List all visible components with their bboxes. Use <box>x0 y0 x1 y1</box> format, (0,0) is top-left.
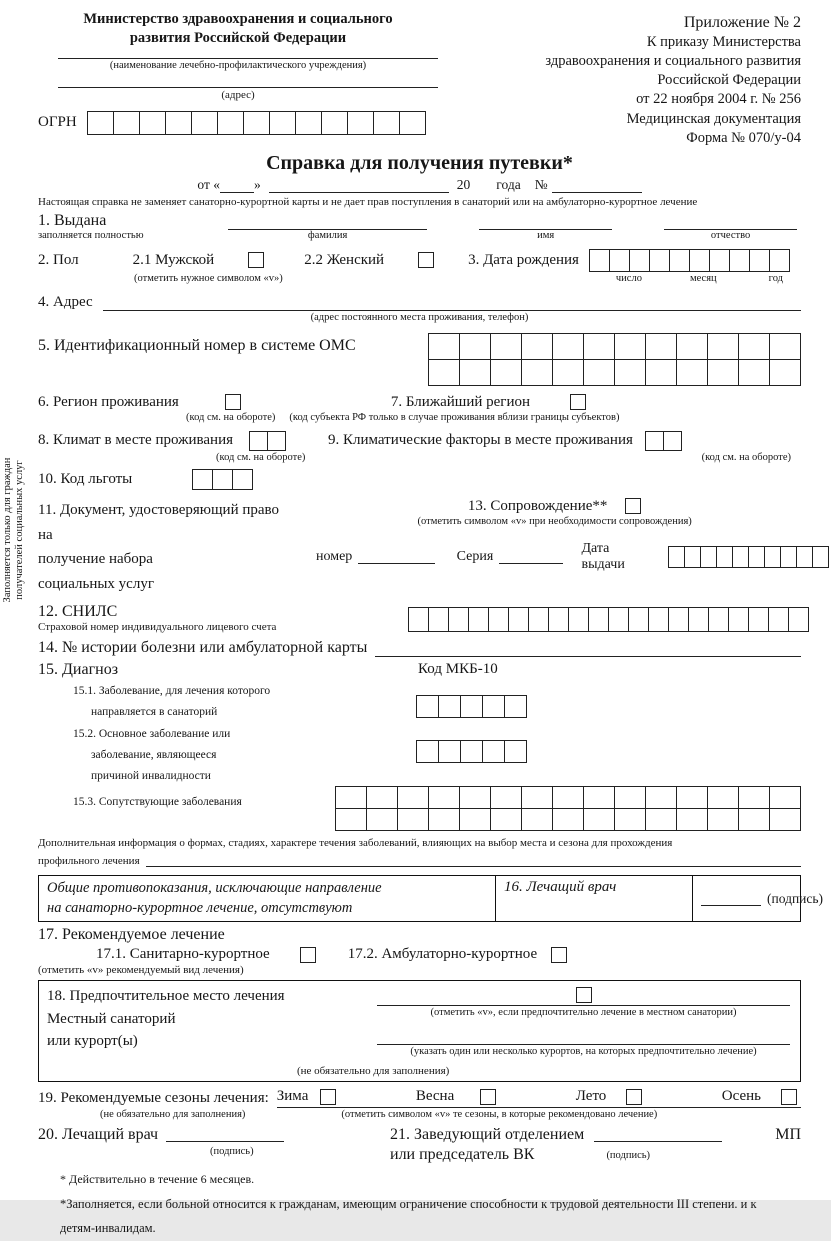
mkb-header: Код МКБ-10 <box>418 661 498 678</box>
s19-note2: (отметить символом «v» те сезоны, в которые рекомендовано лечение) <box>341 1109 658 1121</box>
s20-label: 20. Лечащий врач <box>38 1126 159 1144</box>
birthdate-input-grid[interactable] <box>589 249 790 272</box>
date-close: » <box>254 176 261 192</box>
footnote-2: *Заполняется, если больной относится к гражданам, имеющим ограничение способности к трудовой деятельности III степени. и к детям-инвалидам. <box>60 1197 757 1236</box>
climate-input-grid[interactable] <box>249 431 286 451</box>
s5-label: 5. Идентификационный номер в системе ОМС <box>38 336 356 354</box>
s19-note1: (не обязательно для заполнения) <box>100 1109 246 1121</box>
appendix-line: Приложение № 2 <box>683 14 801 31</box>
mkb-code-2-grid[interactable] <box>416 740 527 763</box>
doc-issue-date-grid[interactable] <box>668 546 829 568</box>
doc-series-field[interactable] <box>499 550 563 564</box>
s2-male-label: 2.1 Мужской <box>132 251 215 268</box>
s6-note: (код см. на обороте) <box>186 411 276 423</box>
s21-line2: или председатель ВК <box>390 1146 535 1164</box>
appendix-line: от 22 ноября 2004 г. № 256 <box>636 91 801 108</box>
appendix-line: Медицинская документация <box>626 110 801 127</box>
header-right <box>438 10 801 148</box>
facility-caption: (наименование лечебно-профилактического учреждения) <box>109 59 367 71</box>
s18-line2: Местный санаторий <box>47 1010 176 1027</box>
s11-line3: социальных услуг <box>38 576 154 593</box>
history-number-field[interactable] <box>375 656 801 657</box>
s18-note3: (не обязательно для заполнения) <box>297 1065 450 1078</box>
season-spring-label: Весна <box>415 1088 455 1105</box>
season-summer-label: Лето <box>575 1088 607 1105</box>
s17-option2-label: 17.2. Амбулаторно-курортное <box>347 946 538 963</box>
appendix-line: Форма № 070/у-04 <box>686 129 801 146</box>
region-checkbox[interactable] <box>225 394 241 410</box>
s8-label: 8. Климат в месте проживания <box>38 432 233 449</box>
form-title: Справка для получения путевки* <box>266 151 573 174</box>
address-line[interactable] <box>58 87 438 88</box>
snils-input-grid[interactable] <box>408 607 809 632</box>
head-of-department-field[interactable] <box>594 1128 722 1142</box>
extra-info-field[interactable] <box>146 866 801 867</box>
s7-note: (код субъекта РФ только в случае проживания вблизи границы субъектов) <box>289 411 620 423</box>
oms-input-grid[interactable] <box>428 333 801 386</box>
s21-sign-caption: (подпись) <box>606 1149 651 1161</box>
doc-series-label: Серия <box>456 548 494 564</box>
s10-label: 10. Код льготы <box>38 470 133 487</box>
facility-line[interactable] <box>58 58 438 59</box>
s15-2-line1: 15.2. Основное заболевание или <box>73 728 231 741</box>
s13-note: (отметить символом «v» при необходимости сопровождения) <box>417 515 692 527</box>
date-ot: от « <box>197 176 221 192</box>
s21-line1: 21. Заведующий отделением <box>390 1126 585 1144</box>
s18-line3: или курорт(ы) <box>47 1033 138 1050</box>
appendix-line: Российской Федерации <box>657 72 801 89</box>
s11-line2: получение набора <box>38 551 153 568</box>
s9-label: 9. Климатические факторы в месте проживания <box>328 432 633 449</box>
s9-note: (код см. на обороте) <box>701 451 791 463</box>
season-winter-label: Зима <box>276 1088 309 1105</box>
s18-note2: (указать один или несколько курортов, на которых предпочтительно лечение) <box>410 1046 757 1058</box>
birth-year-caption: год <box>768 272 783 284</box>
male-checkbox[interactable] <box>248 252 264 268</box>
s4-note: (адрес постоянного места проживания, телефон) <box>310 311 529 323</box>
patronymic-caption: отчество <box>710 229 751 241</box>
s2-note: (отметить нужное символом «v») <box>134 272 283 284</box>
s19-label: 19. Рекомендуемые сезоны лечения: <box>38 1089 269 1106</box>
s15-2-line2: заболевание, являющееся <box>91 748 217 761</box>
top-note: Настоящая справка не заменяет санаторно-курортной карты и не дает прав поступления в санаторий или на амбулаторно-курортное лечение <box>38 195 698 208</box>
s20-sign-caption: (подпись) <box>210 1146 254 1158</box>
s13-label: 13. Сопровождение** <box>467 497 608 514</box>
doc-number-label: номер <box>316 548 353 564</box>
s1-label: 1. Выдана <box>38 211 107 229</box>
s18-line1: 18. Предпочтительное место лечения <box>47 988 285 1005</box>
winter-checkbox[interactable] <box>320 1089 336 1105</box>
side-note-line1: Заполняется только для граждан <box>2 457 13 603</box>
nearest-region-checkbox[interactable] <box>570 394 586 410</box>
appendix-line: К приказу Министерства <box>646 34 801 51</box>
date-month-field[interactable] <box>269 179 449 193</box>
s18-note1: (отметить «v», если предпочтительно лечение в местном санатории) <box>430 1007 737 1019</box>
ogrn-label: ОГРН <box>38 114 77 131</box>
s15-label: 15. Диагноз <box>38 660 119 678</box>
s3-label: 3. Дата рождения <box>468 251 579 268</box>
s7-label: 7. Ближайший регион <box>390 393 531 410</box>
s15-1-line1: 15.1. Заболевание, для лечения которого <box>73 684 271 697</box>
date-year-prefix: 20 <box>456 176 471 192</box>
s15-3-label: 15.3. Сопутствующие заболевания <box>73 796 242 809</box>
birth-day-caption: число <box>615 272 642 284</box>
contra-line1: Общие противопоказания, исключающие направление <box>47 880 382 897</box>
summer-checkbox[interactable] <box>626 1089 642 1105</box>
female-checkbox[interactable] <box>418 252 434 268</box>
season-autumn-label: Осень <box>721 1088 761 1105</box>
mp-stamp-label: МП <box>775 1126 801 1144</box>
mkb-code-1-grid[interactable] <box>416 695 527 718</box>
local-sanatorium-field[interactable] <box>377 1005 790 1006</box>
side-vertical-note <box>2 412 26 648</box>
attending-doctor-field[interactable] <box>166 1128 284 1142</box>
s12-sub: Страховой номер индивидуального лицевого счета <box>38 620 277 633</box>
s15-2-line3: причиной инвалидности <box>91 769 211 782</box>
climate-factors-input-grid[interactable] <box>645 431 682 451</box>
autumn-checkbox[interactable] <box>781 1089 797 1105</box>
doc-issue-label: Дата выдачи <box>581 540 625 572</box>
s1-sub: заполняется полностью <box>38 229 144 241</box>
header <box>38 10 801 148</box>
local-sanatorium-checkbox[interactable] <box>576 987 592 1003</box>
s15-1-line2: направляется в санаторий <box>91 705 218 718</box>
header-left <box>38 10 438 135</box>
firstname-caption: имя <box>537 229 555 241</box>
comorbid-input-grid[interactable] <box>335 786 801 831</box>
s17-option1-label: 17.1. Санитарно-курортное <box>96 946 270 963</box>
side-note-line2: получателей социальных услуг <box>14 460 26 600</box>
extra-line2: профильного лечения <box>38 855 140 868</box>
s17-label: 17. Рекомендуемое лечение <box>38 926 225 944</box>
s12-label: 12. СНИЛС <box>38 602 118 620</box>
doc-number-field[interactable] <box>358 550 434 564</box>
extra-line1: Дополнительная информация о формах, стадиях, характере течения заболеваний, влияющих на выбор места и сезона для прохождения <box>38 837 673 850</box>
s2-label: 2. Пол <box>38 251 79 268</box>
s14-label: 14. № истории болезни или амбулаторной карты <box>38 638 368 656</box>
ministry-title: Министерство здравоохранения и социального развития Российской Федерации <box>83 11 393 46</box>
footnote-1: * Действительно в течение 6 месяцев. <box>60 1172 255 1187</box>
s11-line1: 11. Документ, удостоверяющий право на <box>38 501 280 543</box>
s17-note: (отметить «v» рекомендуемый вид лечения) <box>38 964 244 977</box>
outpatient-resort-checkbox[interactable] <box>551 947 567 963</box>
s6-label: 6. Регион проживания <box>38 393 179 410</box>
contra-line2: на санаторно-курортное лечение, отсутствуют <box>47 899 353 916</box>
s16-doctor-label: 16. Лечащий врач <box>496 876 693 921</box>
date-day-field[interactable] <box>220 179 254 193</box>
s4-label: 4. Адрес <box>38 293 93 310</box>
date-num: № <box>534 176 548 192</box>
escort-checkbox[interactable] <box>625 498 641 514</box>
sanatorium-resort-checkbox[interactable] <box>300 947 316 963</box>
ogrn-input-grid[interactable] <box>87 111 426 135</box>
appendix-line: здравоохранения и социального развития <box>545 53 801 70</box>
date-goda: года <box>496 176 521 192</box>
preferred-place-box <box>38 980 801 1082</box>
address-caption: (адрес) <box>221 88 255 101</box>
s16-sign-caption: (подпись) <box>767 890 824 906</box>
address-field[interactable] <box>103 310 801 311</box>
resorts-field[interactable] <box>377 1044 790 1045</box>
number-field[interactable] <box>552 179 642 193</box>
birth-month-caption: месяц <box>689 272 717 284</box>
surname-caption: фамилия <box>307 229 348 241</box>
s8-note: (код см. на обороте) <box>216 451 306 463</box>
spring-checkbox[interactable] <box>480 1089 496 1105</box>
benefit-code-input-grid[interactable] <box>192 469 253 490</box>
contraindications-table <box>38 875 824 922</box>
s2-female-label: 2.2 Женский <box>304 251 385 268</box>
doctor-signature-field[interactable] <box>701 892 761 906</box>
